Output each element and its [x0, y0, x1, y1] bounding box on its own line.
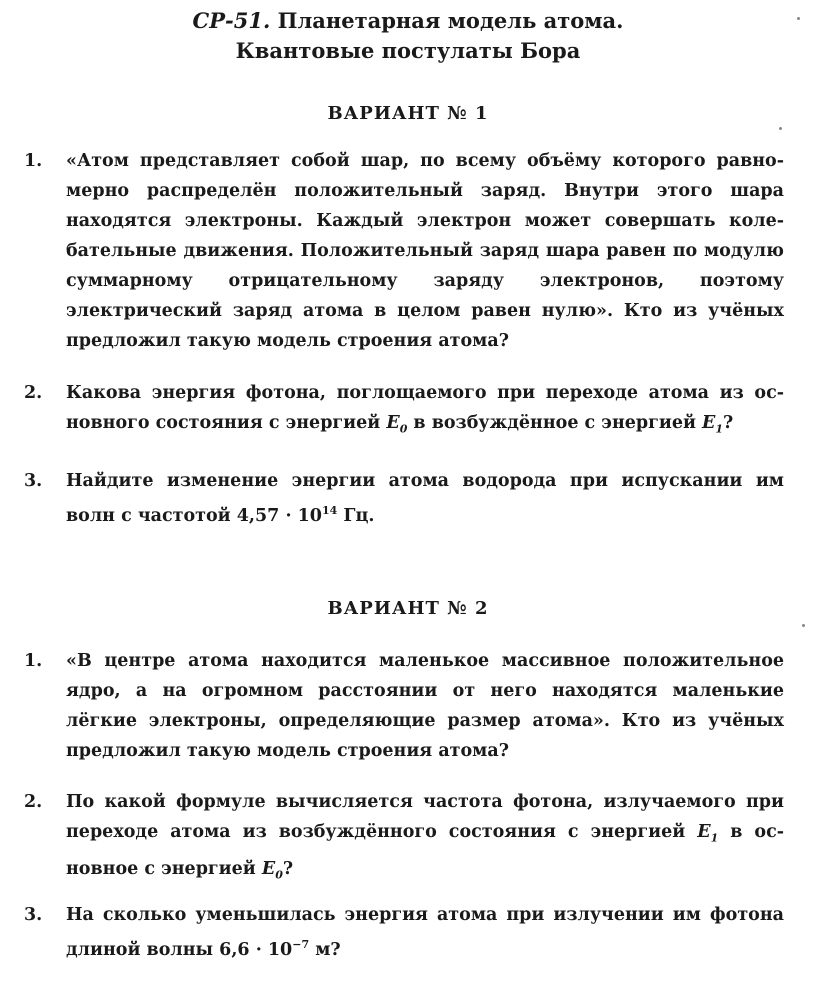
energy-symbol: $E_1$ — [702, 413, 724, 436]
question-number: 1. — [24, 151, 43, 171]
question-number: 2. — [24, 792, 43, 812]
question-text: «Атом представляет собой шар, по всему объёму которого равномерно распределён положительный заряд. Внутри этого шара находятся электроны. Каждый электрон может совершать колебательные движения. Положительный заряд шара равен по модулю суммарному отрицательному заряду электронов, поэтому электрический заряд атома в целом равен нулю». Кто из учёных предложил такую модель строения атома? — [66, 151, 784, 351]
scan-speck — [802, 624, 805, 627]
title-line-2: Квантовые постулаты Бора — [235, 38, 581, 63]
energy-symbol: $E_1$ — [697, 822, 719, 845]
question-text: Найдите изменение энергии атома водорода при испускании им волн с частотой $4,57 \cdot 10^{14}$ Гц. — [66, 471, 784, 526]
question-number: 3. — [24, 905, 43, 925]
question-text: «В центре атома находится маленькое массивное положительное ядро, а на огромном расстоянии от него находятся маленькие лёгкие электроны, определяющие размер атома». Кто из учёных предложил такую модель строения атома? — [66, 651, 784, 761]
energy-symbol: $E_0$ — [261, 858, 283, 881]
page-title — [0, 6, 816, 66]
question-text: По какой формуле вычисляется частота фотона, излучаемого при переходе атома из возбуждённого состояния с энергией $E_1$ в основное с энергией $E_0$? — [66, 792, 784, 881]
title-main: Планетарная модель атома. — [277, 8, 624, 33]
question-number: 1. — [24, 651, 43, 671]
title-line-1 — [0, 6, 816, 36]
variant-1-question-2 — [24, 378, 784, 445]
question-number: 3. — [24, 471, 43, 491]
question-number: 2. — [24, 383, 43, 403]
variant-1-heading: ВАРИАНТ № 1 — [327, 103, 489, 124]
question-text: Какова энергия фотона, поглощаемого при переходе атома из основного состояния с энергией $E_0$ в возбуждённое с энергией $E_1$? — [66, 383, 784, 436]
variant-1-question-3 — [24, 466, 784, 531]
scan-speck — [779, 127, 782, 130]
variant-2-heading: ВАРИАНТ № 2 — [327, 598, 489, 619]
scan-speck — [797, 17, 800, 20]
title-code: СР-51. — [192, 8, 271, 33]
variant-2-question-3 — [24, 900, 784, 965]
exponent: 14 — [321, 504, 338, 517]
question-text: На сколько уменьшилась энергия атома при излучении им фотона длиной волны $6,6 \cdot 10^{-7}$ м? — [66, 905, 784, 960]
variant-1-question-1 — [24, 146, 784, 356]
variant-2-question-2 — [24, 787, 784, 890]
variant-2-question-1 — [24, 646, 784, 766]
energy-symbol: $E_0$ — [386, 413, 408, 436]
exponent: −7 — [292, 938, 310, 951]
